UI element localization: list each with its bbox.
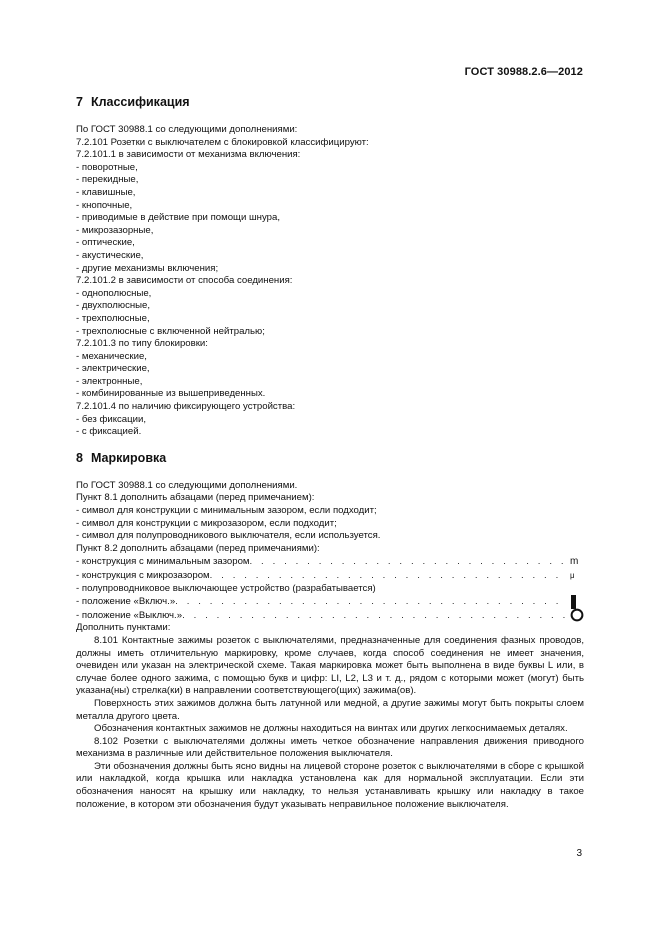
locking-list: [76, 351, 584, 401]
list-item: - комбинированные из вышеприведенных.: [76, 388, 584, 401]
symbol-label: - положение «Выключ.»: [76, 610, 182, 623]
section-7-title: 7 Классификация: [76, 95, 190, 109]
list-item: - приводимые в действие при помощи шнура,: [76, 212, 584, 225]
clause-8-101-surface: Поверхность этих зажимов должна быть латунной или медной, а другие зажимы могут быть покрыты слоем металла другого цвета.: [76, 697, 584, 722]
list-item: - перекидные,: [76, 174, 584, 187]
min-gap-symbol: m: [570, 556, 579, 568]
list-item: - оптические,: [76, 237, 584, 250]
list-item: - электронные,: [76, 376, 584, 389]
list-item: - клавишные,: [76, 187, 584, 200]
clause-7-2-101-3: 7.2.101.3 по типу блокировки:: [76, 338, 208, 350]
list-item: - символ для конструкции с минимальным зазором, если подходит;: [76, 505, 584, 518]
list-item: - двухполюсные,: [76, 300, 584, 313]
clause-7-2-101: 7.2.101 Розетки с выключателем с блокировкой классифицируют:: [76, 136, 369, 148]
symbol-label: - конструкция с микрозазором: [76, 570, 210, 583]
list-item: - символ для конструкции с микрозазором, если подходит;: [76, 518, 584, 531]
list-item: - поворотные,: [76, 162, 584, 175]
symbol-label: - полупроводниковое выключающее устройство (разрабатывается): [76, 583, 376, 596]
list-item: - электрические,: [76, 363, 584, 376]
symbol-row: [76, 569, 584, 582]
symbol-table: [76, 555, 584, 622]
clause-7-2-101-1: 7.2.101.1 в зависимости от механизма включения:: [76, 149, 301, 161]
list-item: - микрозазорные,: [76, 225, 584, 238]
list-item: - трехполюсные,: [76, 313, 584, 326]
symbol-row: [76, 609, 584, 622]
leader-dots: [250, 556, 568, 569]
on-position-bar-icon: [570, 595, 578, 609]
add-points-heading: Дополнить пунктами:: [76, 622, 171, 634]
clause-8-1-list: [76, 505, 584, 543]
mechanism-list: [76, 162, 584, 275]
leader-dots: [210, 570, 568, 583]
leader-dots: [175, 596, 568, 609]
micro-gap-symbol: μ: [570, 570, 575, 580]
section-8-intro: По ГОСТ 30988.1 со следующими дополнениями.: [76, 479, 298, 491]
leader-dots: [182, 610, 568, 623]
connection-list: [76, 288, 584, 338]
list-item: - без фиксации,: [76, 414, 584, 427]
list-item: - механические,: [76, 351, 584, 364]
symbol-row: [76, 582, 584, 595]
page-content: [76, 95, 584, 811]
off-position-circle-icon: [570, 608, 584, 622]
clause-7-2-101-2: 7.2.101.2 в зависимости от способа соединения:: [76, 275, 293, 287]
symbol-row: [76, 596, 584, 609]
clause-8-101-designations: Обозначения контактных зажимов не должны находиться на винтах или других легкоснимаемых деталях.: [94, 723, 568, 735]
document-id: ГОСТ 30988.2.6—2012: [464, 66, 583, 78]
list-item: - другие механизмы включения;: [76, 263, 584, 276]
list-item: - однополюсные,: [76, 288, 584, 301]
fixing-list: [76, 414, 584, 439]
symbol-label: - положение «Включ.»: [76, 596, 175, 609]
clause-8-102-visibility: Эти обозначения должны быть ясно видны на лицевой стороне розеток с выключателями в сборе с крышкой или накладкой, когда крышка или накладка установлена как для нормальной эксплуатации. Если эти обозначения наносят на крышку или накладку, то нельзя устанавливать крышку или накладку в такое положение, в котором эти обозначения будут указывать неправильное положение выключателя.: [76, 760, 584, 810]
list-item: - трехполюсные с включенной нейтралью;: [76, 326, 584, 339]
symbol-label: - конструкция с минимальным зазором: [76, 556, 250, 569]
section-classification: [76, 95, 584, 439]
clause-8-1: Пункт 8.1 дополнить абзацами (перед примечанием):: [76, 492, 315, 504]
clause-8-2: Пункт 8.2 дополнить абзацами (перед примечаниями):: [76, 542, 320, 554]
clause-8-101: 8.101 Контактные зажимы розеток с выключателями, предназначенные для соединения фазных проводов, должны иметь отличительную маркировку, кроме случаев, когда способ соединения не имеет значения, очевиден или указан на электрической схеме. Такая маркировка может быть выполнена в виде буквы L или, в случае более одного зажима, с помощью букв и цифр: LI, L2, L3 и т. д., рядом с которыми может (могут) быть указана(ны) стрелка(ки) в направлении соответствующего(щих) зажима(ов).: [76, 634, 584, 697]
list-item: - с фиксацией.: [76, 426, 584, 439]
symbol-row: [76, 555, 584, 568]
list-item: - кнопочные,: [76, 200, 584, 213]
section-marking: [76, 451, 584, 811]
list-item: - символ для полупроводникового выключателя, если используется.: [76, 530, 584, 543]
list-item: - акустические,: [76, 250, 584, 263]
clause-7-2-101-4: 7.2.101.4 по наличию фиксирующего устройства:: [76, 401, 296, 413]
clause-8-102: 8.102 Розетки с выключателями должны иметь четкое обозначение направления движения приводного механизма в различные или действительное положения выключателя.: [76, 735, 584, 760]
page-number: 3: [576, 848, 582, 859]
section-7-intro: По ГОСТ 30988.1 со следующими дополнениями:: [76, 124, 298, 135]
section-8-title: 8 Маркировка: [76, 450, 167, 465]
